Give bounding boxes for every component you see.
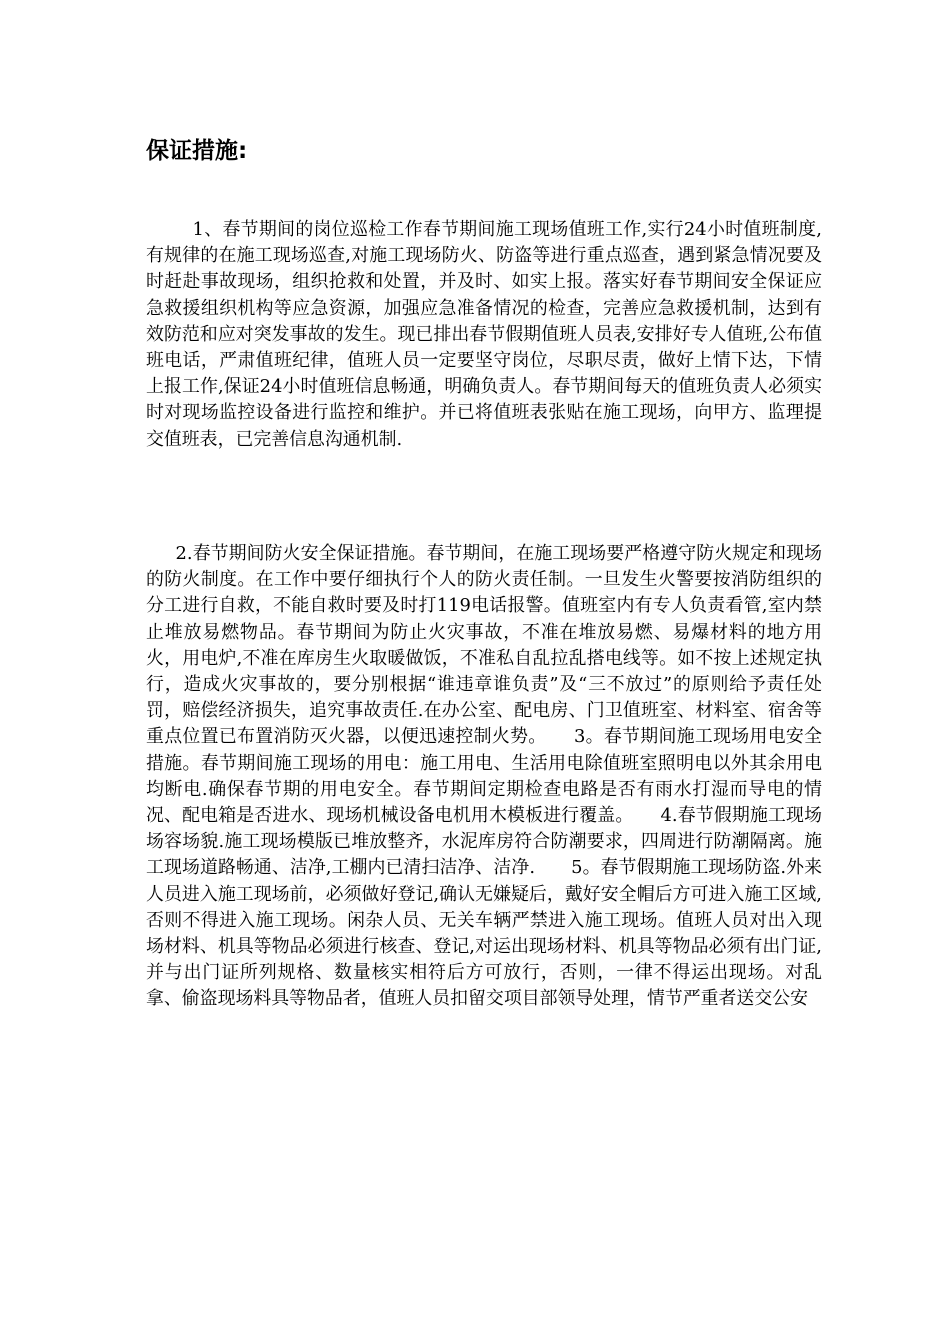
paragraph-safety-measures: 2.春节期间防火安全保证措施。春节期间，在施工现场要严格遵守防火规定和现场的防火制度。在工作中要仔细执行个人的防火责任制。一旦发生火警要按消防组织的分工进行自救，不能自救时要及时打119电话报警。值班室内有专人负责看管,室内禁止堆放易燃物品。春节期间为防止火灾事故，不准在堆放易燃、易爆材料的地方用火，用电炉,不准在库房生火取暖做饭，不准私自乱拉乱搭电线等。如不按上述规定执行，造成火灾事故的，要分别根据“谁违章谁负责”及“三不放过”的原则给予责任处罚，赔偿经济损失，追究事故责任.在办公室、配电房、门卫值班室、材料室、宿舍等重点位置已布置消防灭火器，以便迅速控制火势。 3。春节期间施工现场用电安全措施。春节期间施工现场的用电：施工用电、生活用电除值班室照明电以外其余用电均断电.确保春节期的用电安全。春节期间定期检查电路是否有雨水打湿而导电的情 况、配电箱是否进水、现场机械设备电机用木模板进行覆盖。 4.春节假期施工现场场容场貌.施工现场模版已堆放整齐，水泥库房符合防潮要求，四周进行防潮隔离。施工现场道路畅通、洁净,工棚内已清扫洁净、洁净. 5。春节假期施工现场防盗.外来人员进入施工现场前，必须做好登记,确认无嫌疑后，戴好安全帽后方可进入施工区域,否则不得进入施工现场。闲杂人员、无关车辆严禁进入施工现场。值班人员对出入现场材料、机具等物品必须进行核查、登记,对运出现场材料、机具等物品必须有出门证,并与出门证所列规格、数量核实相符后方可放行，否则，一律不得运出现场。对乱拿、偷盗现场料具等物品者，值班人员扣留交项目部领导处理，情节严重者送交公安 [146, 543, 822, 1010]
document-title: 保证措施: [146, 138, 248, 164]
paragraph-patrol-duty: 1、春节期间的岗位巡检工作春节期间施工现场值班工作,实行24小时值班制度,有规律的在施工现场巡查,对施工现场防火、防盗等进行重点巡查，遇到紧急情况要及时赶赴事故现场，组织抢救和处置，并及时、如实上报。落实好春节期间安全保证应急救援组织机构等应急资源，加强应急准备情况的检查，完善应急救援机制，达到有效防范和应对突发事故的发生。现已排出春节假期值班人员表,安排好专人值班,公布值班电话，严肃值班纪律，值班人员一定要坚守岗位，尽职尽责，做好上情下达，下情上报工作,保证24小时值班信息畅通，明确负责人。春节期间每天的值班负责人必须实时对现场监控设备进行监控和维护。并已将值班表张贴在施工现场，向甲方、监理提交值班表，已完善信息沟通机制. [146, 219, 822, 450]
